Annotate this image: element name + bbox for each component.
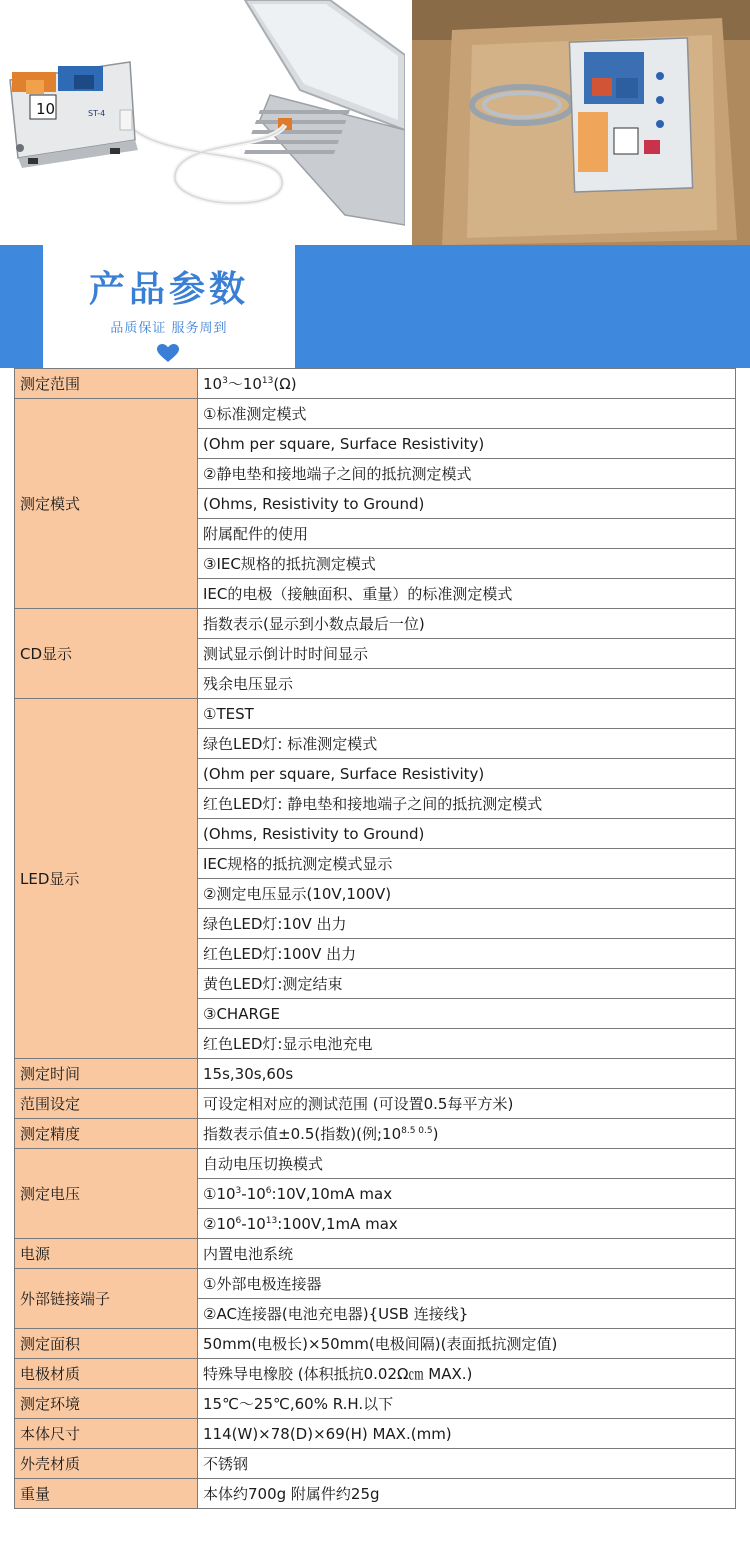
spec-value xyxy=(198,489,736,519)
table-row xyxy=(15,1239,736,1269)
table-row xyxy=(15,399,736,429)
spec-value-text: :10V,10mA max xyxy=(271,1184,393,1203)
spec-value xyxy=(198,699,736,729)
spec-value-text: 测试显示倒计时时间显示 xyxy=(203,645,369,663)
spec-value-text: 黄色LED灯:测定结束 xyxy=(203,975,343,993)
table-row xyxy=(15,1389,736,1419)
spec-value xyxy=(198,1089,736,1119)
spec-label: 本体尺寸 xyxy=(15,1419,198,1449)
spec-value xyxy=(198,1029,736,1059)
spec-value-text: -10 xyxy=(241,1184,266,1203)
table-row xyxy=(15,1149,736,1179)
spec-label: 测定电压 xyxy=(15,1149,198,1239)
table-row xyxy=(15,1089,736,1119)
table-row xyxy=(15,1059,736,1089)
spec-value xyxy=(198,1299,736,1329)
spec-label: 电源 xyxy=(15,1239,198,1269)
meter-screen-text: 10 xyxy=(36,100,56,118)
spec-value-text: ～10 xyxy=(227,375,262,393)
spec-value-text: ③CHARGE xyxy=(203,1004,280,1023)
spec-value-text: 指数表示值±0.5(指数)(例;10 xyxy=(203,1125,402,1143)
spec-value xyxy=(198,819,736,849)
spec-value-superscript: 13 xyxy=(261,376,274,386)
spec-value xyxy=(198,1179,736,1209)
table-row xyxy=(15,1269,736,1299)
spec-value-text: ②静电垫和接地端子之间的抵抗测定模式 xyxy=(203,465,472,483)
spec-value-text: 不锈钢 xyxy=(203,1455,249,1473)
spec-value-superscript: 13 xyxy=(265,1215,278,1226)
spec-label: 测定范围 xyxy=(15,369,198,399)
spec-value xyxy=(198,1329,736,1359)
spec-value-text: ③IEC规格的抵抗测定模式 xyxy=(203,555,376,573)
spec-value xyxy=(198,759,736,789)
spec-value-text: 附属配件的使用 xyxy=(203,525,309,543)
spec-value-text: IEC的电极（接触面积、重量）的标准测定模式 xyxy=(203,585,513,603)
spec-value-text: (Ohm per square, Surface Resistivity) xyxy=(203,764,485,783)
spec-value-text: 114(W)×78(D)×69(H) MAX.(mm) xyxy=(203,1424,452,1443)
spec-label: 测定模式 xyxy=(15,399,198,609)
spec-value-text: 特殊导电橡胶 (体积抵抗0.02Ω㎝ MAX.) xyxy=(203,1365,473,1383)
spec-value xyxy=(198,729,736,759)
spec-value-text: ①标准测定模式 xyxy=(203,405,307,423)
spec-value-text: 10 xyxy=(203,375,223,393)
spec-value-text: 自动电压切换模式 xyxy=(203,1155,324,1173)
spec-value xyxy=(198,999,736,1029)
meter-laptop-illustration xyxy=(0,0,405,245)
spec-value-text: 残余电压显示 xyxy=(203,675,294,693)
spec-value-text: (Ohms, Resistivity to Ground) xyxy=(203,494,425,513)
spec-value-text: ②AC连接器(电池充电器){USB 连接线} xyxy=(203,1305,469,1323)
spec-value xyxy=(198,549,736,579)
spec-table xyxy=(14,368,736,1509)
spec-label: 测定面积 xyxy=(15,1329,198,1359)
spec-label: LED显示 xyxy=(15,699,198,1059)
meter-model-label: ST-4 xyxy=(88,109,106,118)
spec-value xyxy=(198,969,736,999)
spec-label: 测定精度 xyxy=(15,1119,198,1149)
table-row xyxy=(15,609,736,639)
spec-value-text: -10 xyxy=(241,1214,266,1233)
section-subtitle: 品质保证 服务周到 xyxy=(110,321,228,336)
spec-value xyxy=(198,519,736,549)
section-banner xyxy=(0,245,750,368)
spec-value xyxy=(198,1209,736,1239)
spec-value-text: (Ohm per square, Surface Resistivity) xyxy=(203,434,485,453)
spec-value-text: ②测定电压显示(10V,100V) xyxy=(203,885,392,903)
spec-value-text: IEC规格的抵抗测定模式显示 xyxy=(203,855,393,873)
spec-label: 范围设定 xyxy=(15,1089,198,1119)
spec-value-superscript: 6 xyxy=(235,1215,242,1226)
spec-value xyxy=(198,1419,736,1449)
table-row xyxy=(15,1119,736,1149)
spec-value xyxy=(198,1479,736,1509)
spec-value-superscript: 3 xyxy=(222,376,228,386)
spec-value xyxy=(198,909,736,939)
spec-value xyxy=(198,1119,736,1149)
spec-value xyxy=(198,1059,736,1089)
spec-value-text: 15℃～25℃,60% R.H.以下 xyxy=(203,1395,394,1413)
table-row xyxy=(15,699,736,729)
spec-value-text: 内置电池系统 xyxy=(203,1245,294,1263)
spec-value-text: ②10 xyxy=(203,1214,236,1233)
spec-value xyxy=(198,429,736,459)
spec-value-text: ) xyxy=(432,1125,439,1143)
spec-value xyxy=(198,1149,736,1179)
photo-meter-in-box xyxy=(412,0,750,245)
table-row xyxy=(15,1479,736,1509)
table-row xyxy=(15,1449,736,1479)
spec-value-text: ①TEST xyxy=(203,704,254,723)
spec-value-text: :100V,1mA max xyxy=(277,1214,398,1233)
heart-icon xyxy=(156,343,180,363)
boxed-meter-illustration xyxy=(412,0,750,245)
spec-value-text: 红色LED灯:显示电池充电 xyxy=(203,1035,373,1053)
spec-value-text: 红色LED灯:100V 出力 xyxy=(203,945,357,963)
spec-value-text: 15s,30s,60s xyxy=(203,1064,294,1083)
spec-value-text: 本体约700g 附属件约25g xyxy=(203,1485,380,1503)
spec-value xyxy=(198,1239,736,1269)
table-row xyxy=(15,1359,736,1389)
spec-value-text: 绿色LED灯: 标准测定模式 xyxy=(203,735,378,753)
table-row xyxy=(15,1419,736,1449)
spec-value-text: 指数表示(显示到小数点最后一位) xyxy=(203,615,425,633)
spec-value xyxy=(198,369,736,399)
table-row xyxy=(15,369,736,399)
spec-value xyxy=(198,849,736,879)
spec-label: 测定时间 xyxy=(15,1059,198,1089)
spec-value-superscript: 3 xyxy=(235,1185,242,1196)
product-photos xyxy=(0,0,750,245)
spec-value-superscript: 8.5 0.5 xyxy=(401,1126,433,1136)
spec-value-text: ①10 xyxy=(203,1184,236,1203)
spec-value-text: 绿色LED灯:10V 出力 xyxy=(203,915,347,933)
spec-value xyxy=(198,609,736,639)
spec-value xyxy=(198,1359,736,1389)
spec-value xyxy=(198,579,736,609)
spec-value-superscript: 6 xyxy=(265,1185,272,1196)
spec-value xyxy=(198,1269,736,1299)
table-row xyxy=(15,1329,736,1359)
spec-value xyxy=(198,399,736,429)
section-title: 产品参数 xyxy=(88,269,249,310)
spec-value xyxy=(198,1389,736,1419)
spec-value xyxy=(198,939,736,969)
spec-label: 电极材质 xyxy=(15,1359,198,1389)
spec-label: 外部链接端子 xyxy=(15,1269,198,1329)
spec-value-text: (Ohms, Resistivity to Ground) xyxy=(203,824,425,843)
spec-label: CD显示 xyxy=(15,609,198,699)
spec-value xyxy=(198,879,736,909)
spec-value xyxy=(198,639,736,669)
spec-value-text: (Ω) xyxy=(273,375,297,393)
spec-value xyxy=(198,789,736,819)
photo-meter-with-laptop xyxy=(0,0,405,245)
spec-value-text: ①外部电极连接器 xyxy=(203,1275,322,1293)
spec-value xyxy=(198,1449,736,1479)
spec-label: 重量 xyxy=(15,1479,198,1509)
banner-card xyxy=(43,245,295,368)
spec-value xyxy=(198,669,736,699)
spec-value-text: 50mm(电极长)×50mm(电极间隔)(表面抵抗测定值) xyxy=(203,1335,558,1353)
spec-label: 外壳材质 xyxy=(15,1449,198,1479)
spec-value-text: 红色LED灯: 静电垫和接地端子之间的抵抗测定模式 xyxy=(203,795,543,813)
spec-label: 测定环境 xyxy=(15,1389,198,1419)
spec-value-text: 可设定相对应的测试范围 (可设置0.5每平方米) xyxy=(203,1095,514,1113)
spec-value xyxy=(198,459,736,489)
